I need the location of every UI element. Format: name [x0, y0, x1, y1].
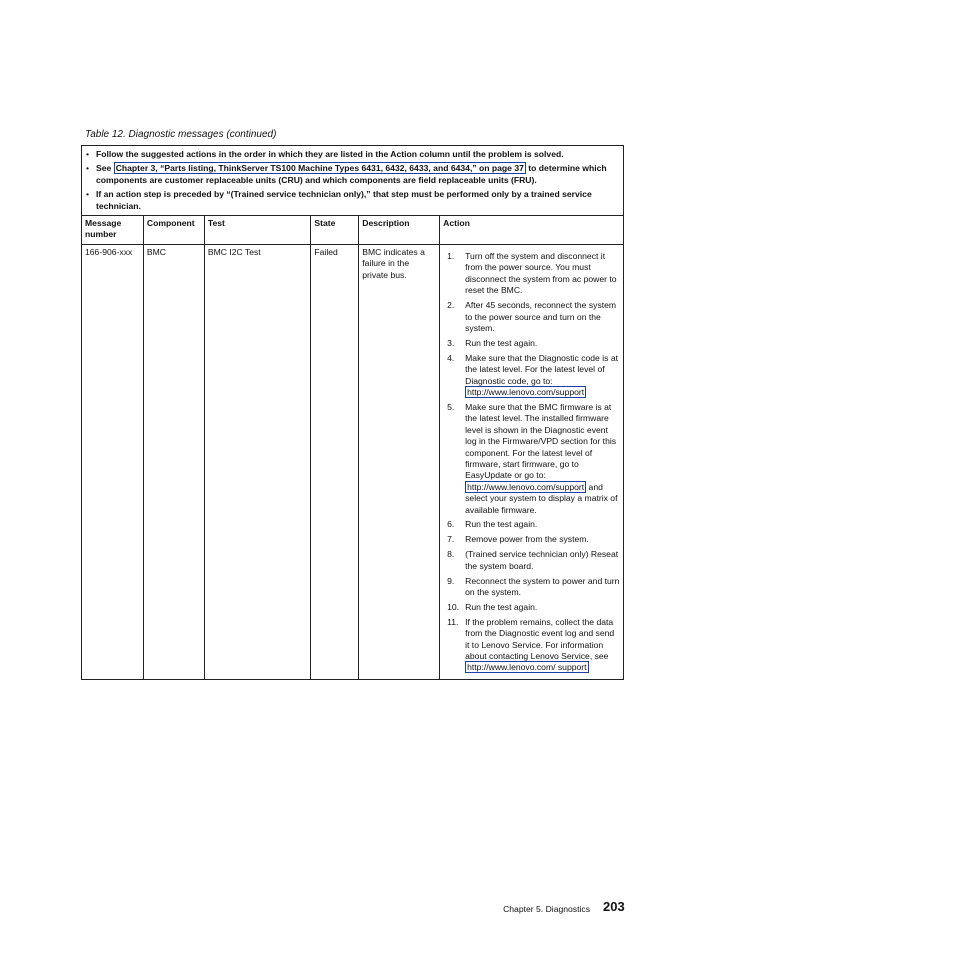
cell-state: Failed: [311, 245, 359, 680]
cell-description: BMC indicates a failure in the private bus.: [359, 245, 440, 680]
step-text: Run the test again.: [465, 519, 538, 530]
cell-test: BMC I2C Test: [204, 245, 311, 680]
step-number: 4.: [447, 352, 455, 363]
header-description: Description: [359, 216, 440, 245]
bullet-icon: •: [86, 163, 90, 174]
step-text: Reconnect the system to power and turn on the system.: [465, 575, 620, 597]
header-row: [82, 216, 624, 245]
step-text: After 45 seconds, reconnect the system to the power source and turn on the system.: [465, 300, 617, 333]
lenovo-support-link[interactable]: http://www.lenovo.com/support: [467, 387, 585, 397]
diagnostic-messages-table: [81, 145, 624, 680]
step-number: 5.: [447, 401, 455, 412]
header-component: Component: [143, 216, 204, 245]
cell-action: [440, 245, 624, 680]
step-number: 10.: [447, 601, 460, 612]
header-message-number: Message number: [82, 216, 144, 245]
action-step: [443, 402, 620, 516]
action-step: [443, 576, 620, 599]
lenovo-support-link[interactable]: http://www.lenovo.com/support: [467, 481, 585, 492]
step-number: 11.: [447, 616, 459, 627]
note-item: [85, 189, 617, 212]
notes-row: [82, 146, 624, 216]
table-caption: Table 12. Diagnostic messages (continued): [85, 129, 277, 140]
footer-chapter: Chapter 5. Diagnostics: [503, 904, 590, 914]
notes-list: [85, 149, 617, 212]
header-test: Test: [204, 216, 311, 245]
step-text: Run the test again.: [465, 337, 538, 348]
header-action: Action: [440, 216, 624, 245]
note-item: [85, 163, 617, 186]
bullet-icon: •: [86, 149, 90, 159]
step-text: and select your system to display a matrix of available firmware.: [465, 481, 618, 515]
action-step: [443, 251, 620, 297]
step-number: 3.: [447, 337, 455, 348]
note-text: See: [96, 163, 114, 174]
action-step: [443, 338, 620, 349]
action-step: [443, 353, 620, 399]
action-step: [443, 617, 620, 674]
step-text: Make sure that the BMC firmware is at the latest level. The installed firmware level is shown in the Diagnostic event log in the Firmware/VPD section for this component. For the latest level of firmware, start firmware, go to EasyUpdate or go to:: [465, 401, 617, 481]
notes-cell: [82, 146, 624, 216]
step-number: 8.: [447, 549, 455, 560]
note-text: to determine which components are customer replaceable units (CRU) and which components are field replaceable units (FRU).: [96, 163, 607, 185]
step-number: 6.: [447, 519, 455, 530]
header-state: State: [311, 216, 359, 245]
note-text: If an action step is preceded by “(Trained service technician only),” that step must be performed only by a trained service technician.: [96, 189, 592, 211]
action-step: [443, 534, 620, 545]
step-text: Turn off the system and disconnect it from the power source. You must disconnect the system from ac power to reset the BMC.: [465, 251, 617, 296]
step-text: If the problem remains, collect the data from the Diagnostic event log and send it to Lenovo Service. For information about contacting Lenovo Service, see: [465, 616, 615, 662]
cell-message-number: 166-906-xxx: [82, 245, 144, 680]
step-text: Run the test again.: [465, 601, 538, 612]
action-step: [443, 519, 620, 530]
bullet-icon: •: [86, 189, 90, 200]
cell-component: BMC: [143, 245, 204, 680]
action-step: [443, 300, 620, 334]
step-text: (Trained service technician only) Reseat the system board.: [465, 549, 619, 571]
step-number: 1.: [447, 251, 455, 262]
note-text: Follow the suggested actions in the order in which they are listed in the Action column until the problem is solved.: [96, 149, 564, 159]
action-step: [443, 602, 620, 613]
parts-listing-link[interactable]: Chapter 3, “Parts listing, ThinkServer TS100 Machine Types 6431, 6432, 6433, and 6434,” on page 37: [115, 163, 524, 174]
action-step: [443, 549, 620, 572]
page-number: 203: [603, 899, 625, 914]
lenovo-support-link[interactable]: http://www.lenovo.com/ support: [467, 662, 587, 673]
step-text: Remove power from the system.: [465, 534, 589, 545]
step-text: Make sure that the Diagnostic code is at the latest level. For the latest level of Diagnostic code, go to:: [465, 352, 618, 386]
step-number: 2.: [447, 300, 455, 311]
action-steps: [443, 251, 620, 674]
table-row: [82, 245, 624, 680]
step-number: 9.: [447, 575, 455, 586]
step-number: 7.: [447, 534, 455, 545]
note-item: [85, 149, 617, 160]
